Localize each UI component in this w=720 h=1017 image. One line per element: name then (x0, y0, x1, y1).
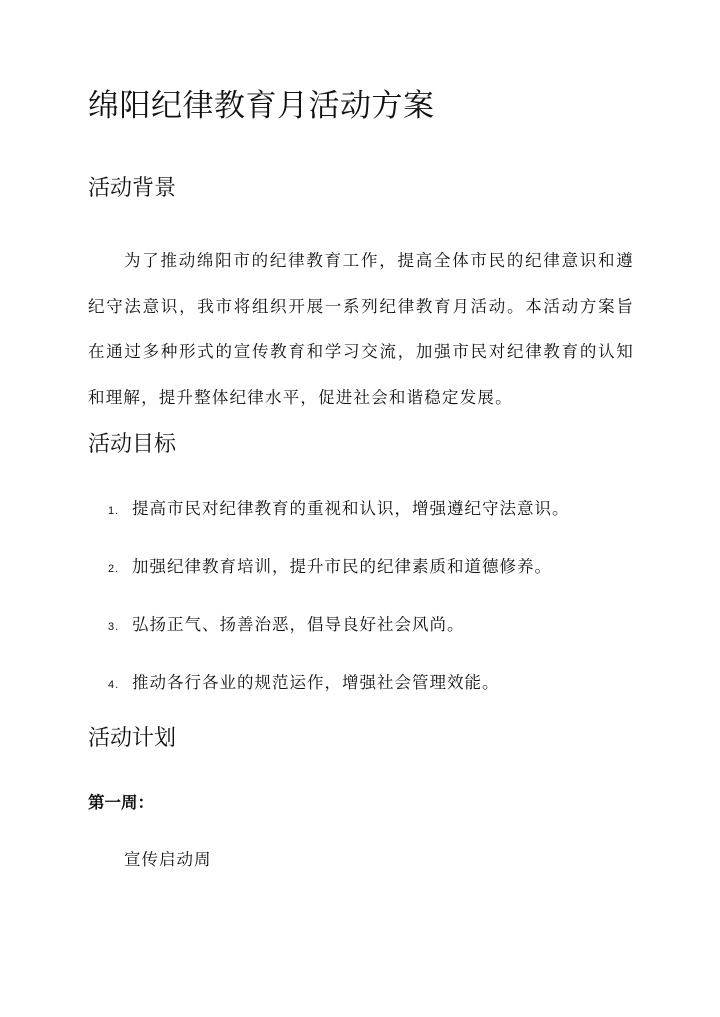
section-heading-plan: 活动计划 (88, 726, 177, 751)
list-item-number: 4. (108, 679, 120, 691)
goals-list (108, 492, 628, 724)
list-item (108, 666, 628, 724)
list-item-text: 提高市民对纪律教育的重视和认识，增强遵纪守法意识。 (132, 499, 570, 518)
list-item (108, 608, 628, 666)
section-heading-goals: 活动目标 (88, 432, 177, 457)
list-item (108, 550, 628, 608)
document-title: 绵阳纪律教育月活动方案 (88, 88, 435, 124)
week-1-item: 宣传启动周 (124, 850, 212, 869)
week-1-title: 第一周： (88, 793, 154, 812)
section-heading-background: 活动背景 (88, 176, 177, 201)
list-item (108, 492, 628, 550)
list-item-number: 2. (108, 563, 120, 575)
list-item-text: 加强纪律教育培训，提升市民的纪律素质和道德修养。 (132, 557, 552, 576)
background-paragraph: 为了推动绵阳市的纪律教育工作，提高全体市民的纪律意识和遵纪守法意识，我市将组织开展一系列纪律教育月活动。本活动方案旨在通过多种形式的宣传教育和学习交流，加强市民对纪律教育的认知和理解，提升整体纪律水平，促进社会和谐稳定发展。 (88, 251, 634, 407)
list-item-text: 弘扬正气、扬善治恶，倡导良好社会风尚。 (132, 615, 465, 634)
list-item-text: 推动各行各业的规范运作，增强社会管理效能。 (132, 673, 500, 692)
list-item-number: 3. (108, 621, 120, 633)
list-item-number: 1. (108, 505, 120, 517)
